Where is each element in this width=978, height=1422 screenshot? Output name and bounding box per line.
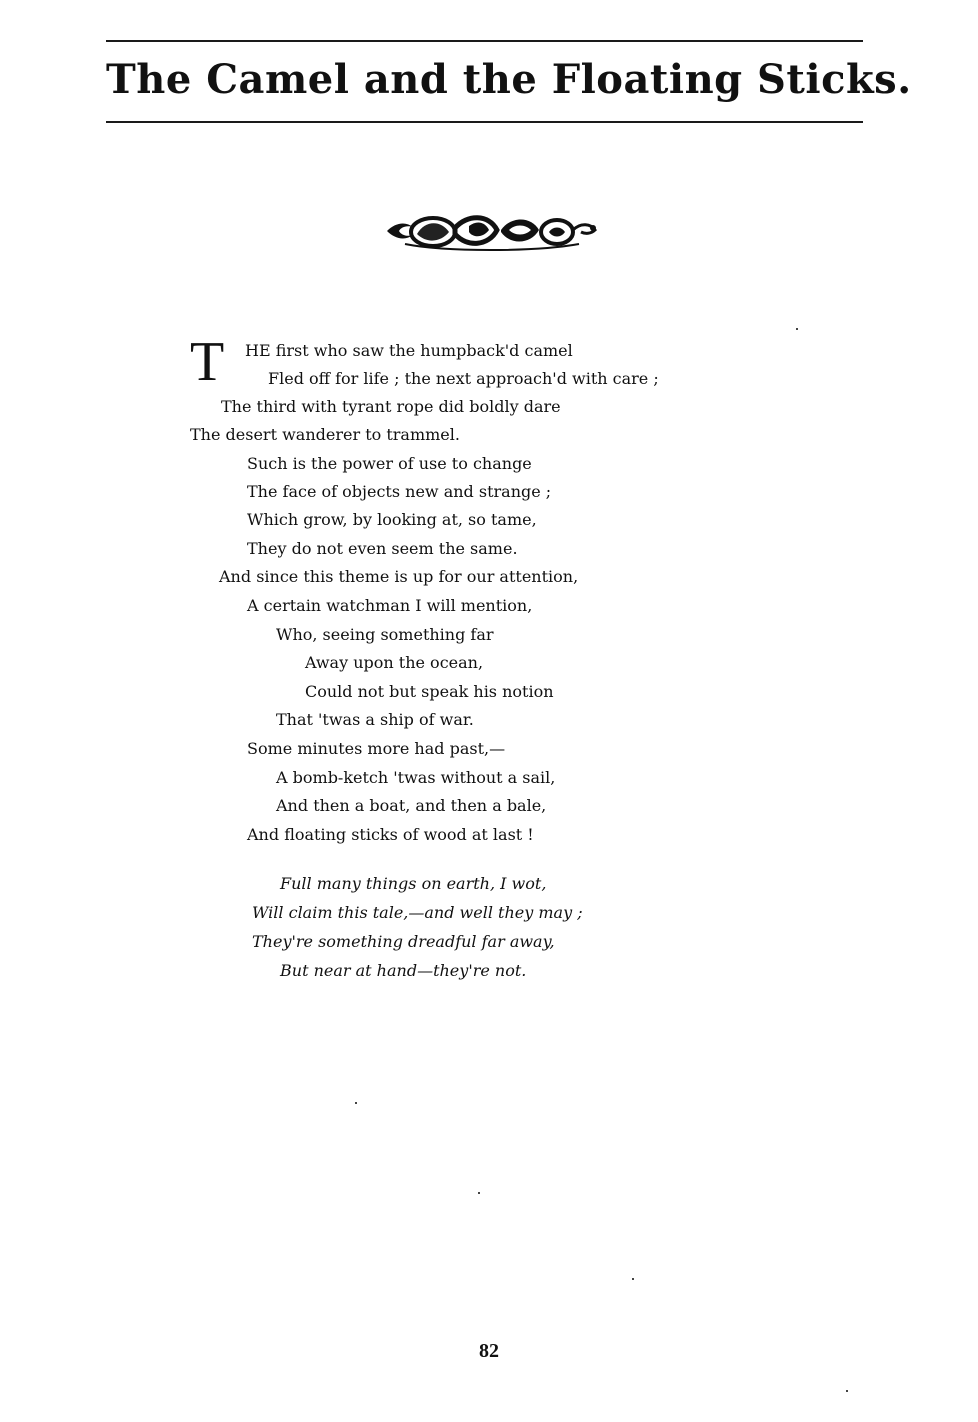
page-title: The Camel and the Floating Sticks.: [106, 56, 912, 103]
poem-line: And then a boat, and then a bale,: [276, 796, 547, 815]
paper-speck: [846, 1390, 848, 1392]
top-rule: [106, 40, 863, 42]
poem-line: The desert wanderer to trammel.: [190, 425, 460, 444]
drop-cap: T: [190, 331, 225, 393]
poem-line: They do not even seem the same.: [247, 539, 518, 558]
paper-speck: [478, 1192, 480, 1194]
poem-line: Who, seeing something far: [276, 625, 494, 644]
paper-speck: [355, 1102, 357, 1104]
poem-line: The face of objects new and strange ;: [247, 482, 552, 501]
moral-line: Full many things on earth, I wot,: [280, 874, 547, 893]
vine-scroll-ornament-icon: [385, 208, 597, 254]
paper-speck: [632, 1278, 634, 1280]
poem-line: Could not but speak his notion: [305, 682, 554, 701]
bottom-rule: [106, 121, 863, 123]
poem-line: Fled off for life ; the next approach'd with care ;: [268, 369, 659, 388]
poem-line: Such is the power of use to change: [247, 454, 532, 473]
poem-line: Away upon the ocean,: [305, 653, 484, 672]
poem-line: A bomb-ketch 'twas without a sail,: [276, 768, 556, 787]
poem-line: A certain watchman I will mention,: [247, 596, 533, 615]
moral-line: But near at hand—they're not.: [280, 961, 527, 980]
moral-line: They're something dreadful far away,: [252, 932, 555, 951]
poem-line: And since this theme is up for our attention,: [219, 567, 579, 586]
page-number: 82: [479, 1340, 499, 1362]
poem-line: Which grow, by looking at, so tame,: [247, 510, 537, 529]
poem-line: The third with tyrant rope did boldly dare: [221, 397, 561, 416]
moral-line: Will claim this tale,—and well they may ;: [252, 903, 583, 922]
poem-line: HE first who saw the humpback'd camel: [245, 341, 573, 360]
paper-speck: [796, 328, 798, 330]
poem-line: Some minutes more had past,—: [247, 739, 506, 758]
poem-line: That 'twas a ship of war.: [276, 710, 474, 729]
poem-line: And floating sticks of wood at last !: [247, 825, 534, 844]
